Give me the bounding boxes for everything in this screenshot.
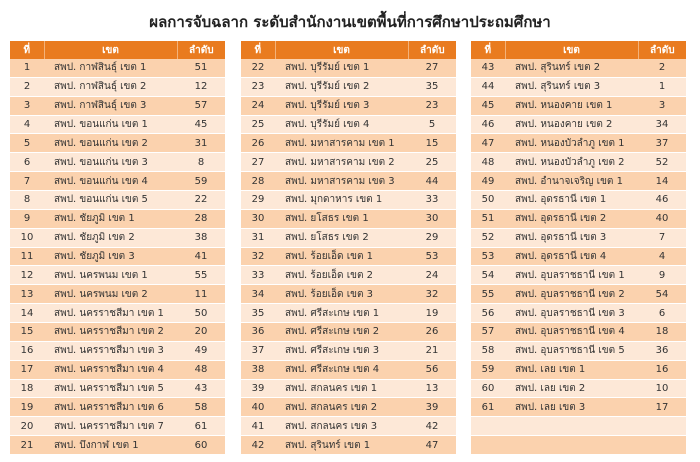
cell-area: สพป. บุรีรัมย์ เขต 3 [275,96,408,115]
table-row [471,398,686,417]
cell-no: 59 [471,360,505,379]
table-row [241,341,456,360]
cell-no: 47 [471,134,505,153]
cell-no: 29 [241,191,275,210]
cell-area: สพป. นครราชสีมา เขต 2 [44,323,177,342]
cell-no: 28 [241,172,275,191]
cell-rank: 13 [408,379,456,398]
cell-no: 40 [241,398,275,417]
cell-no: 53 [471,247,505,266]
cell-no: 18 [10,379,44,398]
table-row [241,247,456,266]
cell-rank: 20 [177,323,225,342]
header-no: ที่ [241,41,275,59]
cell-rank: 9 [638,266,686,285]
cell-area: สพป. เลย เขต 1 [505,360,638,379]
cell-rank: 46 [638,191,686,210]
cell-area: สพป. ยโสธร เขต 1 [275,209,408,228]
cell-area: สพป. ร้อยเอ็ด เขต 3 [275,285,408,304]
cell-area: สพป. ร้อยเอ็ด เขต 1 [275,247,408,266]
table-row [10,209,225,228]
table-row [10,398,225,417]
cell-no: 19 [10,398,44,417]
cell-no: 61 [471,398,505,417]
cell-rank: 53 [408,247,456,266]
cell-no: 32 [241,247,275,266]
cell-no: 20 [10,417,44,436]
table-row [10,436,225,455]
cell-area: สพป. นครพนม เขต 2 [44,285,177,304]
cell-area: สพป. เลย เขต 3 [505,398,638,417]
cell-rank: 61 [177,417,225,436]
table-row [471,209,686,228]
cell-no: 43 [471,59,505,77]
cell-no: 58 [471,341,505,360]
cell-no: 36 [241,323,275,342]
cell-area: สพป. สกลนคร เขต 3 [275,417,408,436]
cell-area: สพป. ชัยภูมิ เขต 2 [44,228,177,247]
table-row [10,323,225,342]
header-rank: ลำดับ [638,41,686,59]
cell-area: สพป. ขอนแก่น เขต 1 [44,115,177,134]
table-row [471,436,686,455]
cell-no: 12 [10,266,44,285]
cell-rank: 45 [177,115,225,134]
table-row [10,134,225,153]
table-row [241,228,456,247]
cell-rank: 3 [638,96,686,115]
table-row [471,191,686,210]
table-row [471,323,686,342]
table-row [241,172,456,191]
cell-rank: 17 [638,398,686,417]
cell-rank: 2 [638,59,686,77]
cell-no: 17 [10,360,44,379]
cell-no: 15 [10,323,44,342]
cell-area: สพป. ศรีสะเกษ เขต 3 [275,341,408,360]
cell-area: สพป. นครราชสีมา เขต 6 [44,398,177,417]
table-row [10,360,225,379]
cell-no: 56 [471,304,505,323]
cell-rank: 50 [177,304,225,323]
cell-no: 4 [10,115,44,134]
cell-no: 44 [471,77,505,96]
cell-no: 48 [471,153,505,172]
cell-no: 23 [241,77,275,96]
lottery-table-3 [471,41,686,455]
table-row [10,59,225,77]
cell-rank: 7 [638,228,686,247]
table-row [471,134,686,153]
cell-area: สพป. อุบลราชธานี เขต 5 [505,341,638,360]
table-row [471,360,686,379]
cell-rank: 51 [177,59,225,77]
cell-rank: 35 [408,77,456,96]
cell-area: สพป. นครราชสีมา เขต 1 [44,304,177,323]
cell-no [471,417,505,436]
cell-no: 14 [10,304,44,323]
table-row [10,304,225,323]
cell-rank: 14 [638,172,686,191]
cell-area: สพป. หนองคาย เขต 2 [505,115,638,134]
cell-area: สพป. ขอนแก่น เขต 2 [44,134,177,153]
cell-rank: 59 [177,172,225,191]
table-row [471,247,686,266]
cell-area: สพป. ขอนแก่น เขต 4 [44,172,177,191]
table-row [10,228,225,247]
cell-no: 31 [241,228,275,247]
table-row [241,191,456,210]
cell-no: 54 [471,266,505,285]
cell-rank: 40 [638,209,686,228]
cell-area: สพป. นครราชสีมา เขต 5 [44,379,177,398]
table-row [241,209,456,228]
table-row [241,77,456,96]
cell-area: สพป. เลย เขต 2 [505,379,638,398]
cell-area: สพป. นครราชสีมา เขต 3 [44,341,177,360]
cell-area: สพป. ศรีสะเกษ เขต 4 [275,360,408,379]
header-no: ที่ [10,41,44,59]
cell-no: 57 [471,323,505,342]
table-row [10,266,225,285]
table-row [10,379,225,398]
cell-area: สพป. นครราชสีมา เขต 7 [44,417,177,436]
cell-area: สพป. อุดรธานี เขต 3 [505,228,638,247]
table-row [471,96,686,115]
cell-no: 10 [10,228,44,247]
cell-area: สพป. ชัยภูมิ เขต 3 [44,247,177,266]
cell-rank: 1 [638,77,686,96]
cell-rank: 49 [177,341,225,360]
cell-rank: 54 [638,285,686,304]
cell-no: 24 [241,96,275,115]
cell-no [471,436,505,455]
cell-area: สพป. บุรีรัมย์ เขต 1 [275,59,408,77]
cell-area: สพป. ยโสธร เขต 2 [275,228,408,247]
cell-rank: 52 [638,153,686,172]
cell-rank: 25 [408,153,456,172]
cell-no: 55 [471,285,505,304]
header-rank: ลำดับ [408,41,456,59]
cell-area: สพป. นครราชสีมา เขต 4 [44,360,177,379]
cell-area: สพป. สกลนคร เขต 1 [275,379,408,398]
cell-no: 9 [10,209,44,228]
cell-rank: 32 [408,285,456,304]
cell-rank: 42 [408,417,456,436]
cell-no: 21 [10,436,44,455]
cell-rank [638,436,686,455]
cell-area: สพป. สกลนคร เขต 2 [275,398,408,417]
table-row [241,360,456,379]
cell-rank: 31 [177,134,225,153]
cell-area: สพป. ชัยภูมิ เขต 1 [44,209,177,228]
cell-rank: 60 [177,436,225,455]
cell-no: 8 [10,191,44,210]
table-row [10,285,225,304]
cell-rank: 58 [177,398,225,417]
cell-no: 1 [10,59,44,77]
cell-no: 51 [471,209,505,228]
table-row [471,266,686,285]
cell-rank: 28 [177,209,225,228]
table-row [471,153,686,172]
table-row [241,96,456,115]
table-row [241,436,456,455]
lottery-table-1 [10,41,225,455]
cell-area: สพป. อุบลราชธานี เขต 4 [505,323,638,342]
table-row [10,77,225,96]
cell-area: สพป. บุรีรัมย์ เขต 2 [275,77,408,96]
cell-area: สพป. ร้อยเอ็ด เขต 2 [275,266,408,285]
cell-no: 45 [471,96,505,115]
cell-rank: 11 [177,285,225,304]
cell-no: 30 [241,209,275,228]
page-title: ผลการจับฉลาก ระดับสำนักงานเขตพื้นที่การศึกษาประถมศึกษา [149,13,551,31]
cell-no: 13 [10,285,44,304]
cell-no: 39 [241,379,275,398]
header-no: ที่ [471,41,505,59]
cell-rank: 10 [638,379,686,398]
table-row [241,323,456,342]
cell-rank: 18 [638,323,686,342]
cell-area: สพป. มหาสารคาม เขต 2 [275,153,408,172]
cell-rank: 56 [408,360,456,379]
header-area: เขต [505,41,638,59]
cell-area: สพป. สุรินทร์ เขต 2 [505,59,638,77]
table-row [10,115,225,134]
table-row [241,417,456,436]
cell-rank: 34 [638,115,686,134]
cell-no: 35 [241,304,275,323]
header-rank: ลำดับ [177,41,225,59]
cell-area: สพป. หนองบัวลำภู เขต 1 [505,134,638,153]
cell-rank: 26 [408,323,456,342]
table-row [10,191,225,210]
cell-area: สพป. ศรีสะเกษ เขต 1 [275,304,408,323]
cell-no: 37 [241,341,275,360]
cell-rank: 57 [177,96,225,115]
cell-no: 3 [10,96,44,115]
table-row [241,153,456,172]
cell-rank: 33 [408,191,456,210]
cell-rank: 5 [408,115,456,134]
cell-area: สพป. บึงกาฬ เขต 1 [44,436,177,455]
cell-rank: 8 [177,153,225,172]
table-row [471,417,686,436]
cell-rank [638,417,686,436]
cell-rank: 37 [638,134,686,153]
cell-area: สพป. หนองคาย เขต 1 [505,96,638,115]
table-row [10,247,225,266]
cell-rank: 39 [408,398,456,417]
cell-rank: 23 [408,96,456,115]
table-row [471,304,686,323]
table-row [471,379,686,398]
table-row [241,304,456,323]
cell-area: สพป. มหาสารคาม เขต 1 [275,134,408,153]
table-row [10,96,225,115]
cell-rank: 36 [638,341,686,360]
table-row [10,417,225,436]
cell-area: สพป. อุดรธานี เขต 4 [505,247,638,266]
cell-area: สพป. มหาสารคาม เขต 3 [275,172,408,191]
cell-no: 42 [241,436,275,455]
cell-rank: 22 [177,191,225,210]
cell-area: สพป. อำนาจเจริญ เขต 1 [505,172,638,191]
cell-rank: 19 [408,304,456,323]
cell-rank: 12 [177,77,225,96]
table-row [471,228,686,247]
cell-no: 22 [241,59,275,77]
cell-area [505,436,638,455]
cell-rank: 55 [177,266,225,285]
cell-no: 52 [471,228,505,247]
cell-no: 7 [10,172,44,191]
cell-no: 33 [241,266,275,285]
cell-rank: 16 [638,360,686,379]
cell-rank: 43 [177,379,225,398]
cell-area: สพป. อุบลราชธานี เขต 3 [505,304,638,323]
table-row [241,59,456,77]
cell-area: สพป. ศรีสะเกษ เขต 2 [275,323,408,342]
cell-area: สพป. อุดรธานี เขต 2 [505,209,638,228]
table-header-row [471,41,686,59]
cell-area: สพป. นครพนม เขต 1 [44,266,177,285]
cell-area: สพป. ขอนแก่น เขต 3 [44,153,177,172]
table-row [471,341,686,360]
cell-rank: 44 [408,172,456,191]
cell-rank: 38 [177,228,225,247]
lottery-table-2 [241,41,456,455]
table-row [241,266,456,285]
cell-area: สพป. กาฬสินธุ์ เขต 2 [44,77,177,96]
cell-no: 16 [10,341,44,360]
cell-rank: 41 [177,247,225,266]
cell-no: 46 [471,115,505,134]
cell-rank: 30 [408,209,456,228]
cell-no: 34 [241,285,275,304]
cell-rank: 29 [408,228,456,247]
table-row [471,285,686,304]
cell-rank: 24 [408,266,456,285]
cell-area: สพป. กาฬสินธุ์ เขต 1 [44,59,177,77]
table-row [241,115,456,134]
cell-area: สพป. หนองบัวลำภู เขต 2 [505,153,638,172]
table-row [471,172,686,191]
table-row [10,153,225,172]
table-row [10,172,225,191]
cell-no: 2 [10,77,44,96]
table-row [241,379,456,398]
cell-rank: 47 [408,436,456,455]
cell-area: สพป. สุรินทร์ เขต 3 [505,77,638,96]
table-row [241,285,456,304]
cell-area: สพป. สุรินทร์ เขต 1 [275,436,408,455]
cell-area: สพป. มุกดาหาร เขต 1 [275,191,408,210]
cell-area: สพป. อุดรธานี เขต 1 [505,191,638,210]
cell-no: 38 [241,360,275,379]
header-area: เขต [275,41,408,59]
cell-rank: 15 [408,134,456,153]
cell-area: สพป. กาฬสินธุ์ เขต 3 [44,96,177,115]
cell-no: 11 [10,247,44,266]
cell-rank: 48 [177,360,225,379]
cell-area [505,417,638,436]
cell-no: 26 [241,134,275,153]
table-row [10,341,225,360]
header-area: เขต [44,41,177,59]
table-row [241,134,456,153]
cell-area: สพป. ขอนแก่น เขต 5 [44,191,177,210]
cell-no: 60 [471,379,505,398]
cell-no: 50 [471,191,505,210]
cell-rank: 4 [638,247,686,266]
cell-rank: 21 [408,341,456,360]
table-row [471,115,686,134]
cell-no: 6 [10,153,44,172]
table-header-row [241,41,456,59]
table-row [471,77,686,96]
cell-rank: 27 [408,59,456,77]
cell-no: 5 [10,134,44,153]
table-row [471,59,686,77]
cell-area: สพป. บุรีรัมย์ เขต 4 [275,115,408,134]
cell-no: 27 [241,153,275,172]
cell-rank: 6 [638,304,686,323]
cell-area: สพป. อุบลราชธานี เขต 1 [505,266,638,285]
table-row [241,398,456,417]
table-header-row [10,41,225,59]
cell-no: 25 [241,115,275,134]
cell-no: 41 [241,417,275,436]
cell-area: สพป. อุบลราชธานี เขต 2 [505,285,638,304]
cell-no: 49 [471,172,505,191]
